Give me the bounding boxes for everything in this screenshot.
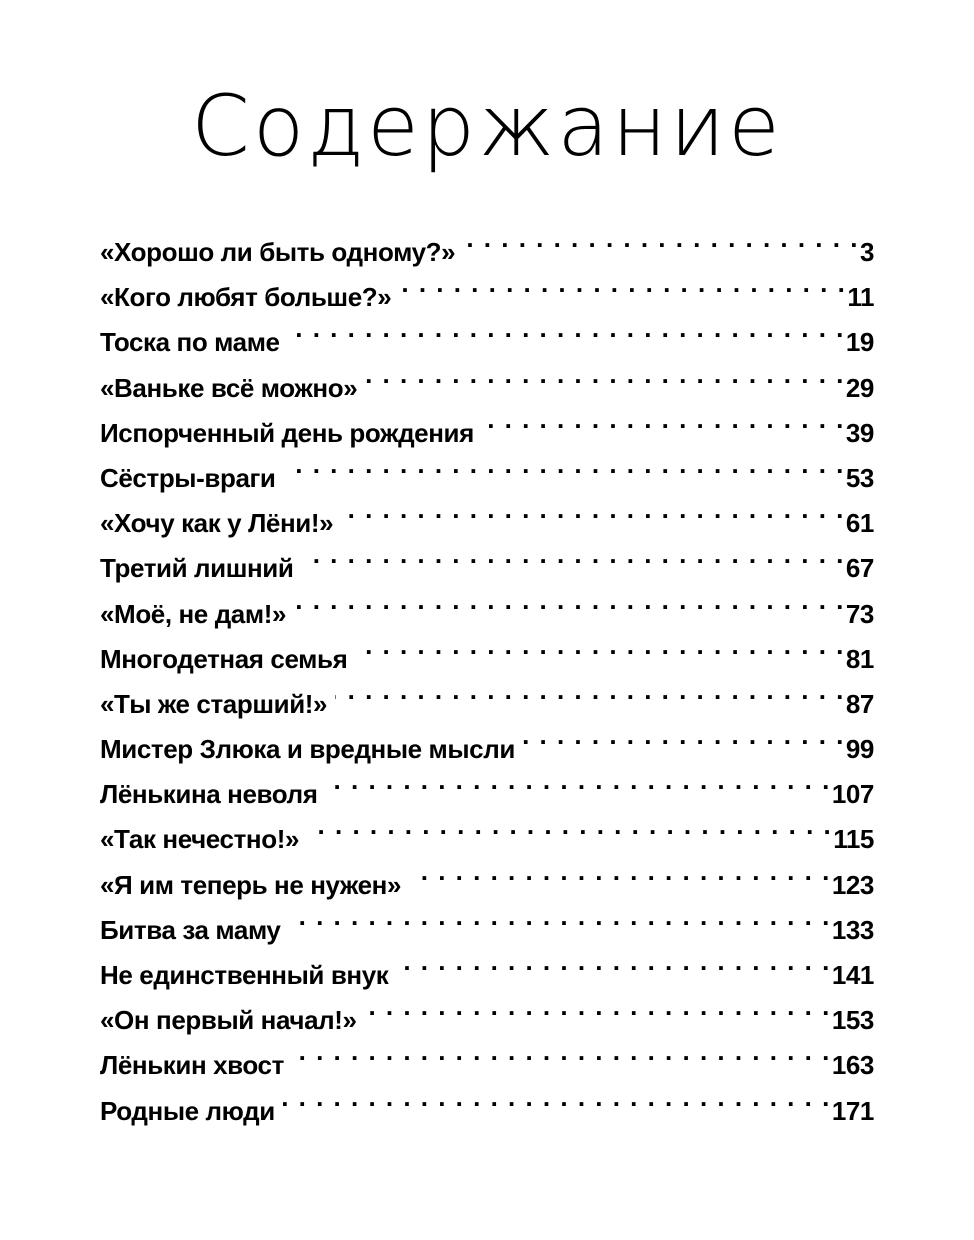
dot-leader <box>307 803 832 848</box>
toc-entry-title: «Моё, не дам!» <box>100 598 287 629</box>
toc-entry-page: 153 <box>831 1005 874 1036</box>
toc-entry-title: Лёнькина неволя <box>100 779 318 810</box>
toc-entry-title: «Кого любят больше?» <box>100 282 392 313</box>
page-title: Содержание <box>191 77 783 175</box>
toc-entry-title: Сёстры-враги <box>100 462 276 493</box>
dot-leader <box>523 713 845 758</box>
toc-entry-title: Многодетная семья <box>100 643 348 674</box>
toc-entry-page: 3 <box>859 237 874 267</box>
dot-leader <box>284 442 845 487</box>
toc-entry-page: 87 <box>845 688 874 719</box>
dot-leader <box>283 1075 831 1120</box>
toc-entry-page: 115 <box>833 824 874 855</box>
toc-entry-page: 123 <box>831 869 874 900</box>
dot-leader <box>463 216 859 261</box>
toc-entry-title: «Я им теперь не нужен» <box>100 869 402 900</box>
toc-entry-title: Мистер Злюка и вредные мысли <box>100 734 515 765</box>
toc-entry-page: 67 <box>845 553 874 584</box>
toc-entry-page: 107 <box>831 779 874 810</box>
toc-entry-title: Битва за маму <box>100 914 281 945</box>
toc-entry-title: Родные люди <box>100 1095 275 1126</box>
toc-entry-page: 133 <box>831 914 874 945</box>
toc-entry-title: «Так нечестно!» <box>100 824 300 855</box>
toc-entry-page: 29 <box>845 372 874 403</box>
dot-leader <box>294 578 845 623</box>
toc-entry-page: 19 <box>845 327 874 358</box>
toc-entry-title: «Хорошо ли быть одному?» <box>100 237 456 267</box>
toc-entry-title: Испорченный день рождения <box>100 417 474 448</box>
toc-entry-page: 141 <box>831 960 874 990</box>
toc-entry-title: «Ваньке всё можно» <box>100 372 358 403</box>
dot-leader <box>396 939 830 984</box>
toc-entry-page: 171 <box>831 1095 874 1126</box>
dot-leader <box>355 623 845 668</box>
dot-leader <box>365 352 845 397</box>
toc-entry-page: 163 <box>831 1050 874 1081</box>
table-of-contents <box>100 216 874 1126</box>
toc-entry-title: «Хочу как у Лёни!» <box>100 508 334 539</box>
toc-entry-page: 39 <box>845 417 874 448</box>
toc-entry-title: «Он первый начал!» <box>100 1005 357 1036</box>
dot-leader <box>409 849 831 894</box>
toc-entry-title: «Ты же старший!» <box>100 688 328 719</box>
toc-entry-page: 53 <box>845 462 874 493</box>
toc-entry-title: Тоска по маме <box>100 327 280 358</box>
dot-leader <box>289 894 831 939</box>
dot-leader <box>288 306 845 351</box>
toc-entry-page: 73 <box>845 598 874 629</box>
dot-leader <box>482 397 845 442</box>
dot-leader <box>326 758 831 803</box>
toc-entry-page: 81 <box>845 643 874 674</box>
dot-leader <box>335 668 845 713</box>
dot-leader <box>341 487 845 532</box>
dot-leader <box>399 261 846 306</box>
toc-entry-title: Лёнькин хвост <box>100 1050 284 1081</box>
toc-entry-title: Третий лишний <box>100 553 294 584</box>
toc-entry-page: 61 <box>845 508 874 539</box>
toc-entry <box>100 216 874 267</box>
dot-leader <box>301 532 844 577</box>
toc-entry-page: 11 <box>847 282 874 313</box>
dot-leader <box>292 1029 831 1074</box>
toc-entry-page: 99 <box>845 734 874 765</box>
toc-entry-title: Не единственный внук <box>100 960 389 990</box>
dot-leader <box>365 984 831 1029</box>
